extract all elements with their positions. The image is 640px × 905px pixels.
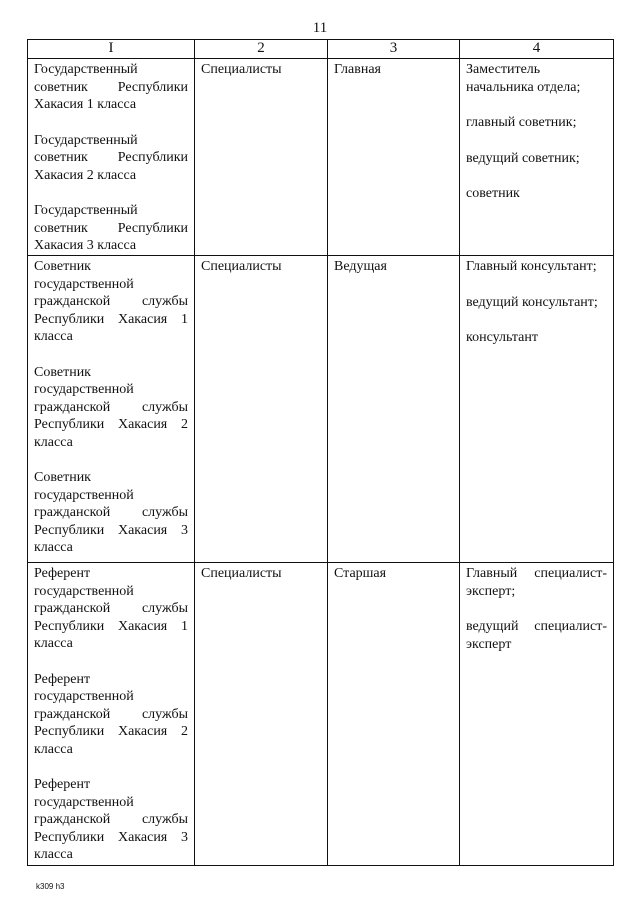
class-rank-text: Референт государственной гражданской службы Республики Хакасия 2 класса xyxy=(34,671,188,757)
position-text: ведущий специалист-эксперт xyxy=(466,619,607,652)
class-rank-cell xyxy=(28,256,195,563)
table-row xyxy=(28,256,614,563)
group-cell xyxy=(328,563,460,866)
class-rank-cell xyxy=(28,563,195,866)
class-rank-table xyxy=(27,39,614,866)
class-rank-text: Советник государственной гражданской службы Республики Хакасия 2 класса xyxy=(34,364,188,450)
category-cell xyxy=(195,563,328,866)
class-rank-text: Референт государственной гражданской службы Республики Хакасия 1 класса xyxy=(34,566,188,651)
category-text: Специалисты xyxy=(201,566,282,581)
class-rank-text: Референт государственной гражданской службы Республики Хакасия 3 класса xyxy=(34,777,188,862)
group-cell xyxy=(328,59,460,256)
position-cell xyxy=(460,563,614,866)
class-rank-text: Государственный советник Республики Хакасия 1 класса xyxy=(34,62,188,112)
table-header-row xyxy=(28,40,614,59)
position-text: консультант xyxy=(466,330,538,345)
category-text: Специалисты xyxy=(201,62,282,77)
group-text: Ведущая xyxy=(334,259,387,274)
category-cell xyxy=(195,256,328,563)
table-row xyxy=(28,563,614,866)
position-text: главный советник; xyxy=(466,115,577,130)
category-cell xyxy=(195,59,328,256)
group-cell xyxy=(328,256,460,563)
position-text: Заместитель начальника отдела; xyxy=(466,62,581,95)
header-col-4: 4 xyxy=(460,40,614,59)
position-text: Главный консультант; xyxy=(466,259,597,274)
class-rank-text: Советник государственной гражданской службы Республики Хакасия 1 класса xyxy=(34,259,188,344)
page-number: 11 xyxy=(312,20,328,36)
position-cell xyxy=(460,256,614,563)
table-row xyxy=(28,59,614,256)
category-text: Специалисты xyxy=(201,259,282,274)
group-text: Старшая xyxy=(334,566,387,581)
header-col-2: 2 xyxy=(195,40,328,59)
position-cell xyxy=(460,59,614,256)
position-text: Главный специалист-эксперт; xyxy=(466,566,607,599)
position-text: ведущий советник; xyxy=(466,150,580,166)
footer-code: k309 h3 xyxy=(36,882,65,891)
group-text: Главная xyxy=(334,62,381,77)
position-text: советник xyxy=(466,186,520,201)
class-rank-text: Государственный советник Республики Хакасия 3 класса xyxy=(34,203,188,253)
class-rank-text: Государственный советник Республики Хакасия 2 класса xyxy=(34,132,188,183)
class-rank-text: Советник государственной гражданской службы Республики Хакасия 3 класса xyxy=(34,470,188,555)
header-col-1: I xyxy=(28,40,195,59)
class-rank-cell xyxy=(28,59,195,256)
header-col-3: 3 xyxy=(328,40,460,59)
position-text: ведущий консультант; xyxy=(466,294,598,310)
